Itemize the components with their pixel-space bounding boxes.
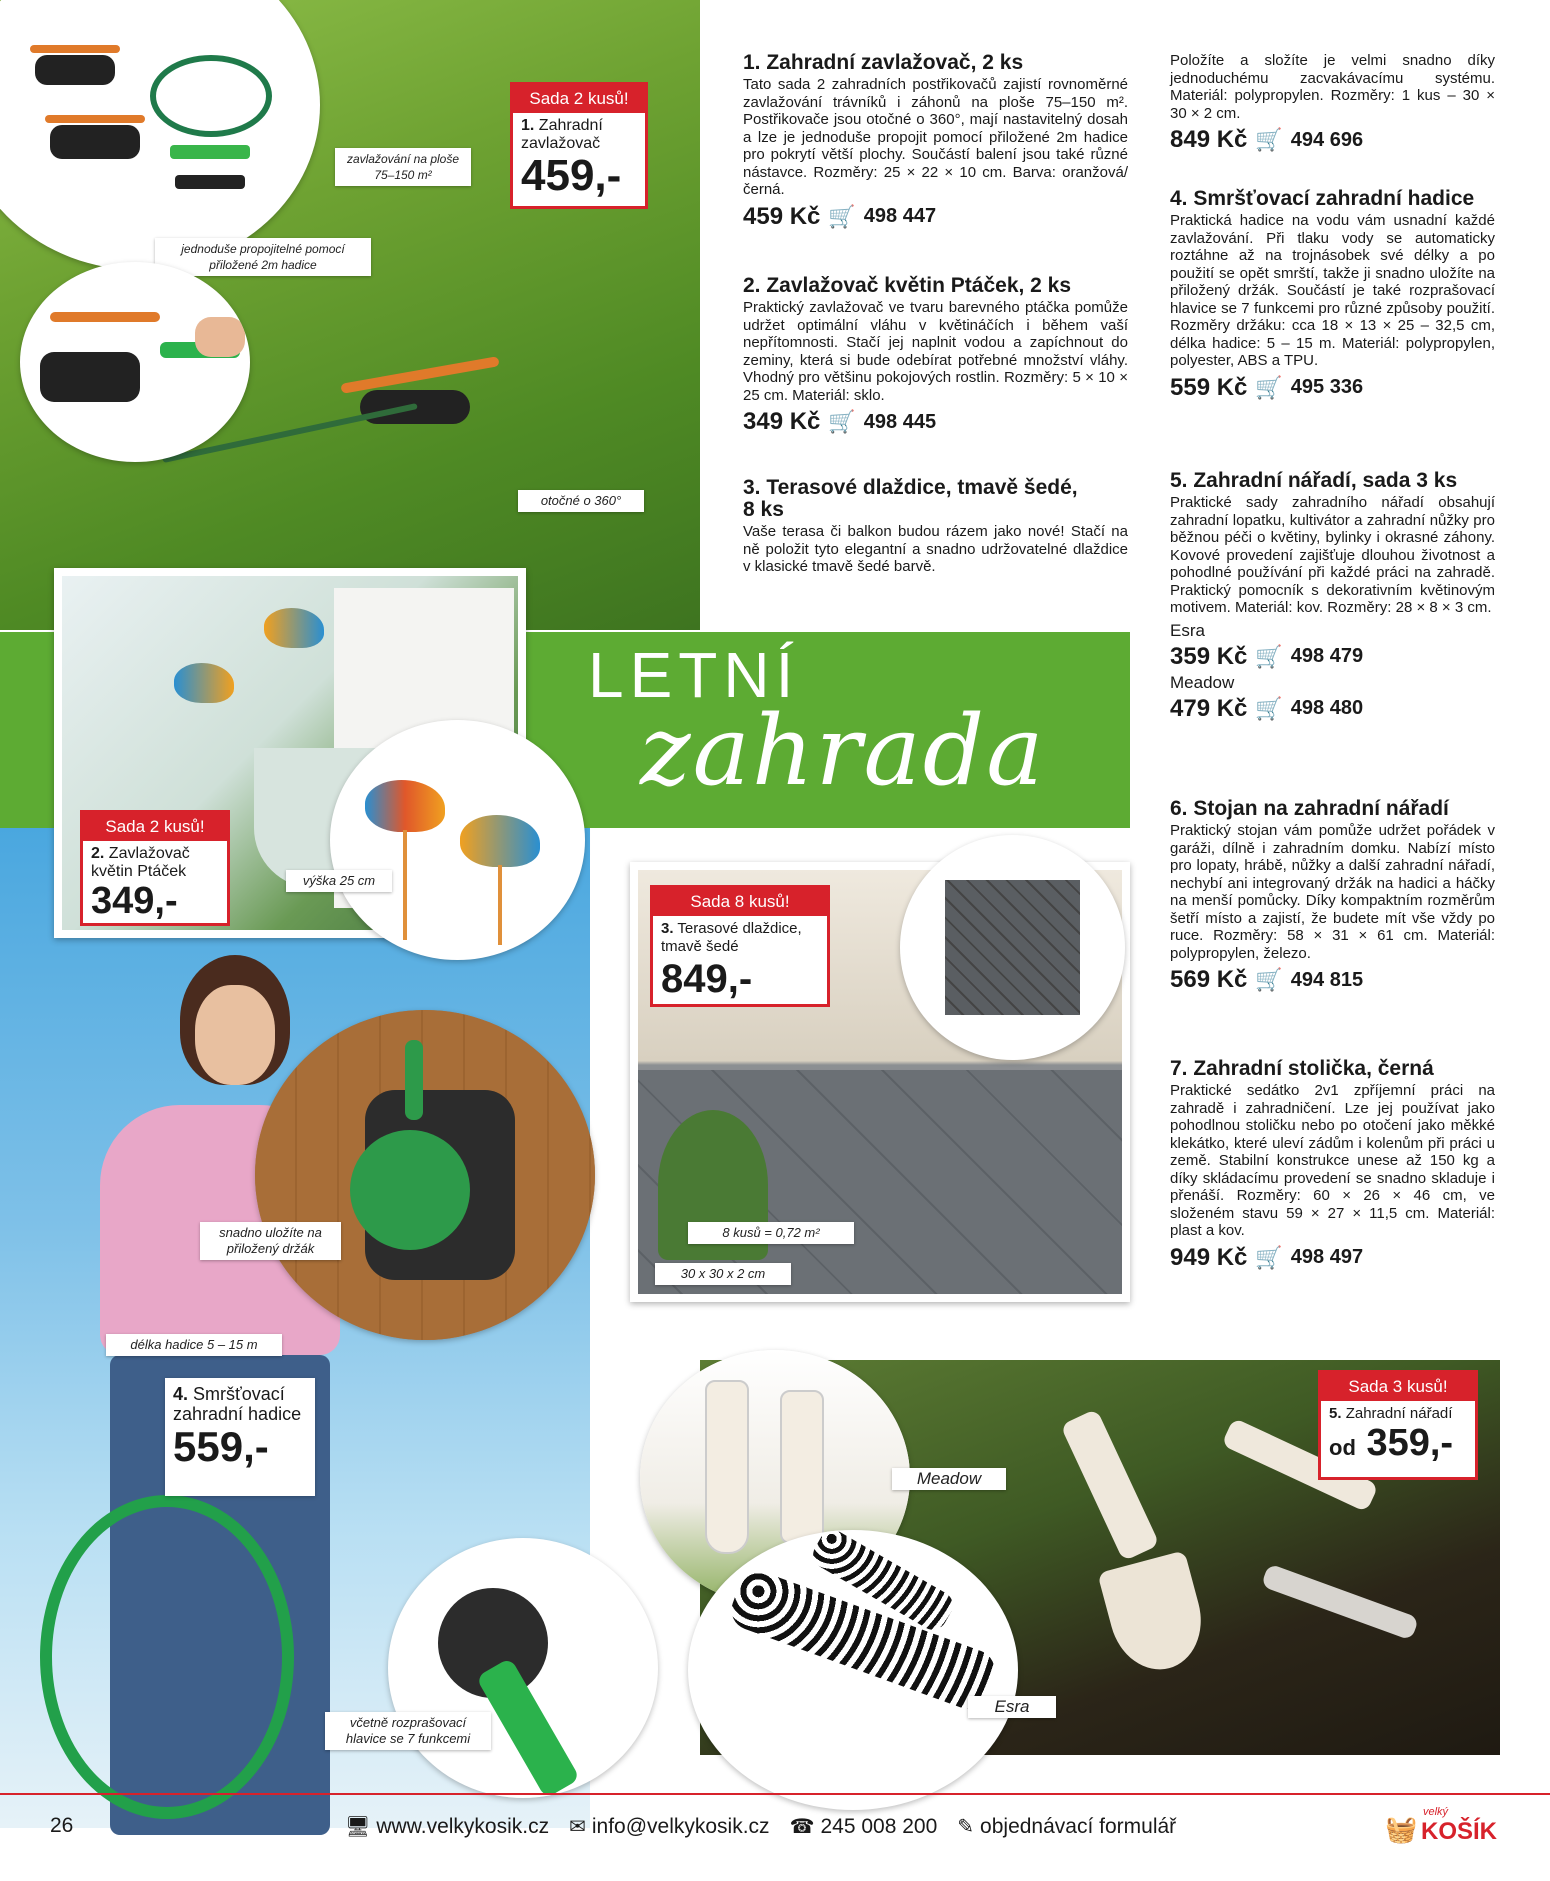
monitor-icon: 🖥 [345, 1816, 371, 1838]
product-description: Praktické sady zahradního nářadí obsahují zahradní lopatku, kultivátor a zahradní nůžky pro běžnou péči o květiny, bylinky i okrasné záhony. Kovové provedení zajišťuje dlouhou životnost a pohodlné používání při každé práci na zahradě. Praktický pomocník s dekorativním květinovým motivem. Materiál: kov. Rozměry: 28 × 8 × 3 cm. [1170, 494, 1495, 616]
product-6 [1170, 798, 1495, 994]
label-height: výška 25 cm [286, 870, 392, 892]
brand-logo [1385, 1800, 1505, 1850]
label-tiles-size: 30 x 30 x 2 cm [655, 1263, 791, 1285]
cart-icon[interactable]: 🛒 [1255, 1244, 1283, 1270]
product-name: Zahradní nářadí [1345, 1405, 1453, 1422]
product-price: 849 Kč [1170, 126, 1248, 153]
price-prefix: od [1329, 1435, 1356, 1460]
product-title: 2. Zavlažovač květin Ptáček, 2 ks [743, 274, 1072, 297]
title-line2: zahrada [640, 695, 1046, 807]
product-3-continued [1170, 52, 1495, 154]
esra-tools-circle [688, 1530, 1018, 1810]
footer-web[interactable]: 🖥 www.velkykosik.cz [345, 1814, 550, 1838]
product-number: 3. [661, 920, 674, 937]
product-title: 5. Zahradní nářadí, sada 3 ks [1170, 469, 1458, 492]
product-price: 569 Kč [1170, 966, 1248, 993]
envelope-icon: ✉ [569, 1816, 586, 1838]
cart-icon[interactable]: 🛒 [1255, 967, 1283, 992]
product-price: 359 Kč [1170, 642, 1248, 670]
label-hose-length: délka hadice 5 – 15 m [106, 1334, 282, 1356]
footer-order-form[interactable]: ✎ objednávací formulář [957, 1814, 1177, 1838]
price-card-3 [650, 885, 830, 1007]
product-code: 494 815 [1290, 968, 1364, 991]
phone-icon: ☎ [789, 1816, 815, 1838]
product-description-continued: Položíte a složíte je velmi snadno díky jednoduchému zacvakávacímu systému. Materiál: polypropylen. Rozměry: 1 kus – 30 × 30 × 2 cm. [1170, 52, 1495, 122]
set-badge: Sada 3 kusů! [1321, 1373, 1475, 1401]
variant-name: Meadow [1170, 672, 1235, 692]
product-number: 4. [173, 1384, 189, 1404]
product-title: 4. Smršťovací zahradní hadice [1170, 187, 1475, 210]
product-name: Terasové dlaždice, tmavě šedé [661, 920, 802, 955]
hose-reel-circle [255, 1010, 595, 1340]
product-2 [743, 275, 1128, 436]
footer-phone[interactable]: ☎ 245 008 200 [789, 1814, 938, 1838]
price-card-4 [165, 1378, 315, 1496]
product-title: 7. Zahradní stolička, černá [1170, 1057, 1434, 1080]
price: 559,- [173, 1423, 269, 1470]
cart-icon[interactable]: 🛒 [1255, 643, 1283, 669]
cart-icon[interactable]: 🛒 [1255, 695, 1283, 721]
label-rotate: otočné o 360° [518, 490, 644, 512]
product-description: Praktické sedátko 2v1 zpříjemní práci na zahradě i zahradničení. Lze jej používat jako pohodlnou stoličku nebo po otočení jako měkké klekátko, které uleví zádům i kolenům při práci u země. Stabilní konstrukce unese až 150 kg a díky skládacímu provedení se snadno skladuje i přenáší. Rozměry: 60 × 26 × 46 cm, ve složeném stavu 59 × 27 × 11,5 cm. Materiál: plast a kov. [1170, 1082, 1495, 1239]
product-price: 479 Kč [1170, 694, 1248, 722]
footer-divider [0, 1793, 1550, 1795]
price: 349,- [91, 880, 178, 922]
price-card-2 [80, 810, 230, 926]
product-name: Zavlažovač květin Ptáček [91, 845, 190, 880]
product-price: 559 Kč [1170, 373, 1248, 401]
basket-icon: 🧺 [1385, 1814, 1418, 1844]
product-number: 1. [521, 117, 535, 134]
pencil-icon: ✎ [957, 1816, 975, 1838]
product-number: 2. [91, 845, 105, 862]
product-price: 459 Kč [743, 202, 821, 230]
bird-stakes-circle [330, 720, 585, 960]
spray-nozzle-circle [388, 1538, 658, 1798]
set-badge: Sada 8 kusů! [653, 888, 827, 916]
label-esra: Esra [968, 1696, 1056, 1718]
cart-icon[interactable]: 🛒 [1255, 374, 1283, 400]
footer-email[interactable]: ✉ info@velkykosik.cz [569, 1814, 770, 1838]
set-badge: Sada 2 kusů! [83, 813, 227, 841]
product-title: 3. Terasové dlaždice, tmavě šedé, 8 ks [743, 476, 1078, 521]
product-description: Tato sada 2 zahradních postřikovačů zajistí rovnoměrné zavlažování trávníků i záhonů na ploše 75–150 m². Postřikovače jsou otočné o 360°, mají nastavitelný dosah a lze je jednoduše propojit pomocí přiložené 2m hadice pro pokrytí větší plochy. Součástí balení jsou také různé nástavce. Rozměry: 25 × 22 × 10 cm. Barva: oranžová/černá. [743, 76, 1128, 198]
product-price: 949 Kč [1170, 1243, 1248, 1271]
product-title: 6. Stojan na zahradní nářadí [1170, 797, 1449, 820]
label-area: zavlažování na ploše 75–150 m² [335, 148, 471, 186]
product-code: 498 497 [1290, 1246, 1364, 1268]
product-number: 5. [1329, 1405, 1342, 1422]
product-code: 498 447 [863, 205, 937, 227]
cart-icon[interactable]: 🛒 [828, 203, 856, 229]
product-name: Smršťovací zahradní hadice [173, 1384, 302, 1424]
price: 459,- [521, 151, 622, 200]
label-nozzle: včetně rozprašovací hlavice se 7 funkcemi [325, 1712, 491, 1750]
product-1 [743, 52, 1128, 231]
product-code: 498 480 [1290, 697, 1364, 719]
product-price: 349 Kč [743, 408, 821, 435]
price-card-1 [510, 82, 648, 209]
label-connect: jednoduše propojitelné pomocí přiložené 2m hadice [155, 238, 371, 276]
price: 849,- [661, 957, 753, 1001]
label-meadow: Meadow [892, 1468, 1006, 1490]
product-code: 494 696 [1290, 128, 1364, 151]
brand-small: velký [1423, 1806, 1449, 1818]
product-title: 1. Zahradní zavlažovač, 2 ks [743, 51, 1024, 74]
product-code: 498 479 [1290, 645, 1364, 667]
product-description: Vaše terasa či balkon budou rázem jako nové! Stačí na ně položit tyto elegantní a snadno udržovatelné dlaždice v klasické tmavě šedé barvě. [743, 523, 1128, 575]
product-3 [743, 477, 1128, 580]
product-5 [1170, 470, 1495, 723]
product-7 [1170, 1058, 1495, 1272]
variant-name: Esra [1170, 620, 1205, 640]
price: 359,- [1366, 1422, 1454, 1464]
title-line1: LETNÍ [588, 639, 800, 711]
set-badge: Sada 2 kusů! [513, 85, 645, 113]
hose-connect-circle [20, 262, 250, 462]
product-description: Praktická hadice na vodu vám usnadní každé zavlažování. Při tlaku vody se automaticky roztáhne až na trojnásobek své délky a po použití se opět smrští, takže ji snadno uložíte na přiložený držák. Součástí je také rozprašovací hlavice se 7 funkcemi pro různé způsoby použití. Rozměry držáku: cca 18 × 13 × 25 – 32,5 cm, délka hadice: 5 – 15 m. Materiál: polypropylen, polyester, ABS a TPU. [1170, 212, 1495, 369]
product-description: Praktický zavlažovač ve tvaru barevného ptáčka pomůže udržet optimální vláhu v květináčích i během vaší nepřítomnosti. Stačí jej naplnit vodou a zapíchnout do zeminy, která si bude odebírat potřebné množství vláhy. Vhodný pro většinu pokojových rostlin. Rozměry: 5 × 10 × 25 cm. Materiál: sklo. [743, 299, 1128, 404]
cart-icon[interactable]: 🛒 [828, 409, 856, 434]
footer-links [345, 1814, 1176, 1839]
product-code: 495 336 [1290, 376, 1364, 398]
sprinkler-illustration [340, 360, 500, 430]
brand-name: KOŠÍK [1421, 1818, 1498, 1845]
product-description: Praktický stojan vám pomůže udržet pořádek v garáži, dílně i zahradním domku. Nabízí místo pro lopaty, hrábě, nůžky a další zahradní nářadí, nechybí ani integrovaný držák na hadici a háčky na menší pomůcky. Díky kompaktním rozměrům šetří místo a zajistí, že budete mít vše vždy po ruce. Rozměry: 58 × 31 × 61 cm. Materiál: polypropylen, železo. [1170, 822, 1495, 962]
tile-detail-circle [900, 835, 1125, 1060]
label-store: snadno uložíte na přiložený držák [200, 1222, 341, 1260]
product-code: 498 445 [863, 410, 937, 433]
product-4 [1170, 188, 1495, 402]
page-number: 26 [50, 1814, 74, 1837]
label-tiles-count: 8 kusů = 0,72 m² [688, 1222, 854, 1244]
price-card-5 [1318, 1370, 1478, 1480]
product-name: Zahradní zavlažovač [521, 117, 603, 152]
cart-icon[interactable]: 🛒 [1255, 127, 1283, 152]
